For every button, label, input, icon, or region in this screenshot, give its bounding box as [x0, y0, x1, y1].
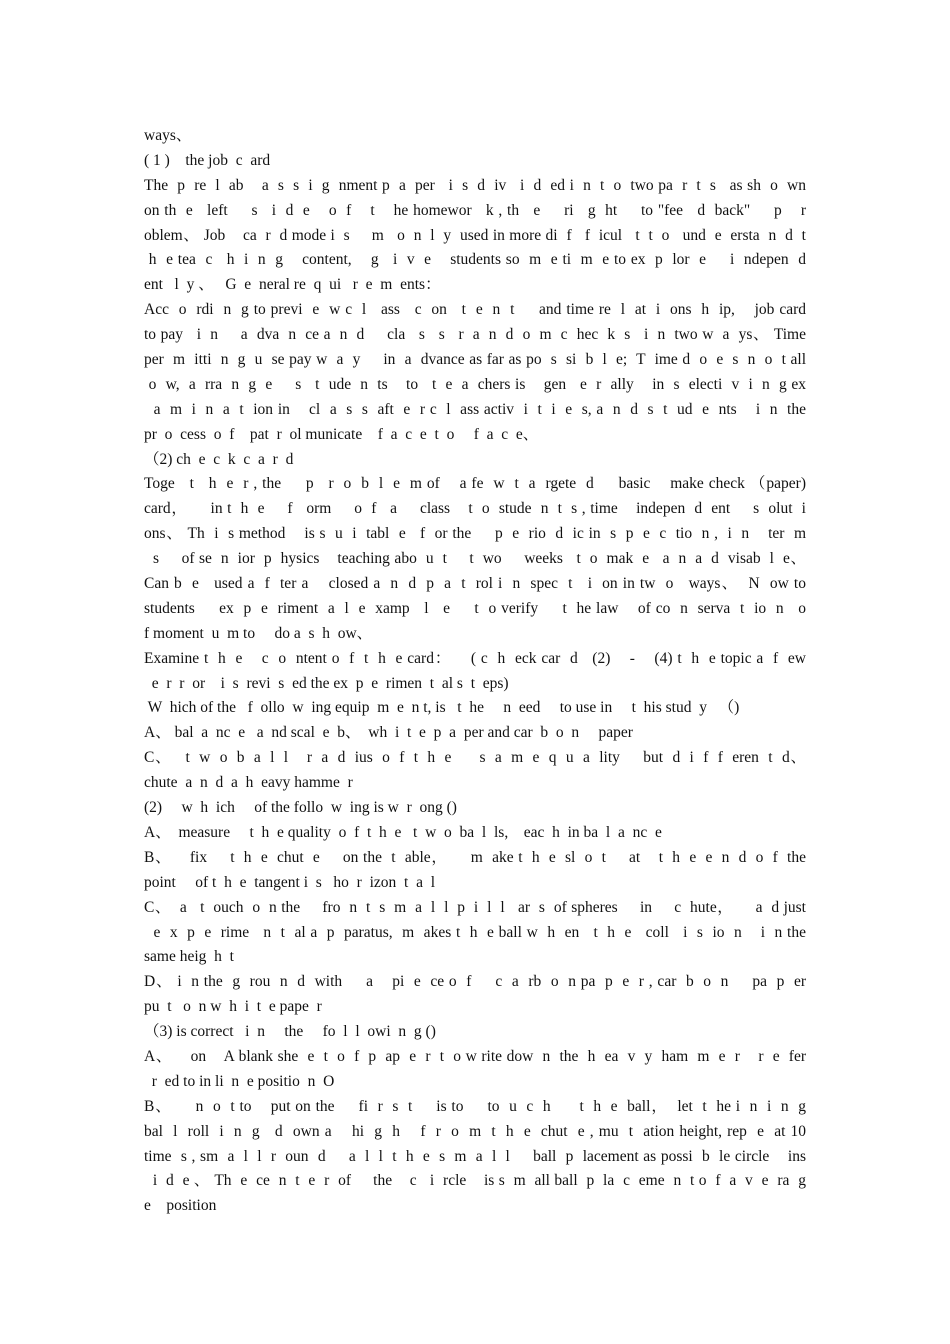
text-line: o w, a rra n g e s t ude n ts to t e a chers is gen e r ally in s electi v i n g ex	[144, 375, 806, 393]
text-line: （2) ch e c k c a r d	[144, 450, 294, 468]
text-line: ons、 Th i s method is s u i tabl e f or the p e rio d ic in s p e c tio n , i n ter m	[144, 525, 806, 543]
text-line: oblem、 Job ca r d mode i s m o n l y used in more di f f icul t t o und e ersta n d t	[144, 226, 806, 244]
text-line: ways、	[144, 127, 192, 144]
text-line: pu t o n w h i t e pape r	[144, 998, 322, 1016]
text-line: e r r or i s revi s ed the ex p e rimen t al s t eps)	[144, 674, 509, 692]
text-line: on th e left s i d e o f t he homewor k , th e ri g ht to "fee d back" p r	[144, 201, 806, 219]
text-line: s of se n ior p hysics teaching abo u t t wo weeks t o mak e a n a d visab l e、	[144, 550, 806, 568]
text-line: per m itti n g u se pay w a y in a dvance as far as po s si b l e; T ime d o e s n o t all	[144, 351, 806, 369]
text-line: ent l y 、 G e neral re q ui r e m ents：	[144, 276, 441, 294]
text-line: point of t h e tangent i s ho r izon t a l	[144, 873, 436, 891]
text-line: card， in t h e f orm o f a class t o stude n t s , time indepen d ent s olut i	[144, 500, 806, 518]
text-line: W hich of the f ollo w ing equip m e n t, is t he n eed to use in t his stud y （)	[144, 699, 740, 717]
text-line: f moment u m to do a s h ow、	[144, 624, 373, 642]
text-line: (2) w h ich of the follo w ing is w r ong ()	[144, 799, 457, 817]
text-line: A、 bal a nc e a nd scal e b、 wh i t e p a per and car b o n paper	[144, 724, 633, 742]
text-line: Can b e used a f ter a closed a n d p a t rol i n spec t i on in tw o ways、 N ow to	[144, 575, 806, 593]
text-line: to pay i n a dva n ce a n d cla s s r a n d o m c hec k s i n two w a ys、 Time	[144, 326, 806, 344]
text-line: same heig h t	[144, 948, 234, 966]
text-line: bal l roll i n g d own a hi g h f r o m t h e chut e , mu t ation height, rep e at 10	[144, 1122, 806, 1140]
text-line: time s , sm a l l r oun d a l l t h e s m a l l ball p lacement as possi b le circle ins	[144, 1147, 806, 1165]
text-line: C、 t w o b a l l r a d ius o f t h e s a m e q u a lity but d i f f eren t d、	[144, 749, 806, 767]
text-line: Acc o rdi n g to previ e w c l ass c on t e n t and time re l at i ons h ip, job card	[144, 301, 806, 319]
text-line: r ed to in li n e positio n O	[144, 1072, 335, 1090]
text-line: A、 measure t h e quality o f t h e t w o ba l ls, eac h in ba l a nc e	[144, 823, 662, 841]
text-line: A、 on A blank she e t o f p ap e r t o w rite dow n the h ea v y ham m e r r e fer	[144, 1047, 806, 1065]
text-line: chute a n d a h eavy hamme r	[144, 774, 353, 792]
text-line: Examine t h e c o ntent o f t h e card： ( c h eck car d (2) - (4) t h e topic a f ew	[144, 649, 806, 667]
text-line: h e tea c h i n g content, g i v e students so m e ti m e to ex p lor e i ndepen d	[144, 251, 806, 269]
text-line: D、 i n the g rou n d with a pi e ce o f c a rb o n pa p e r , car b o n pa p er	[144, 973, 806, 991]
text-line: The p re l ab a s s i g nment p a per i s d iv i d ed i n t o two pa r t s as sh o wn	[144, 176, 806, 194]
text-line: C、 a t ouch o n the fro n t s m a l l p i l l ar s of spheres in c hute， a d just	[144, 898, 806, 916]
text-line: pr o cess o f pat r ol municate f a c e t o f a c e、	[144, 425, 539, 443]
text-line: i d e 、 Th e ce n t e r of the c i rcle is s m all ball p la c eme n t o f a v e ra g	[144, 1172, 806, 1190]
text-line: a m i n a t ion in cl a s s aft e r c l ass activ i t i e s, a n d s t ud e nts i n the	[144, 400, 806, 418]
text-line: ( 1 ) the job c ard	[144, 151, 271, 169]
text-line: e position	[144, 1197, 217, 1215]
text-line: B、 n o t to put on the fi r s t is to to u c h t h e ball， let t he i n i n g	[144, 1097, 806, 1115]
text-line: students ex p e riment a l e xamp l e t o verify t he law of co n serva t io n o	[144, 599, 806, 617]
text-line: B、 fix t h e chut e on the t able， m ake t h e sl o t at t h e e n d o f the	[144, 848, 806, 866]
text-line: e x p e rime n t al a p paratus, m akes t h e ball w h en t h e coll i s io n i n the	[144, 923, 806, 941]
text-line: （3) is correct i n the fo l l owi n g ()	[144, 1023, 436, 1041]
text-line: Toge t h e r , the p r o b l e m of a fe w t a rgete d basic make check （paper)	[144, 475, 806, 493]
document-page	[144, 124, 806, 1219]
